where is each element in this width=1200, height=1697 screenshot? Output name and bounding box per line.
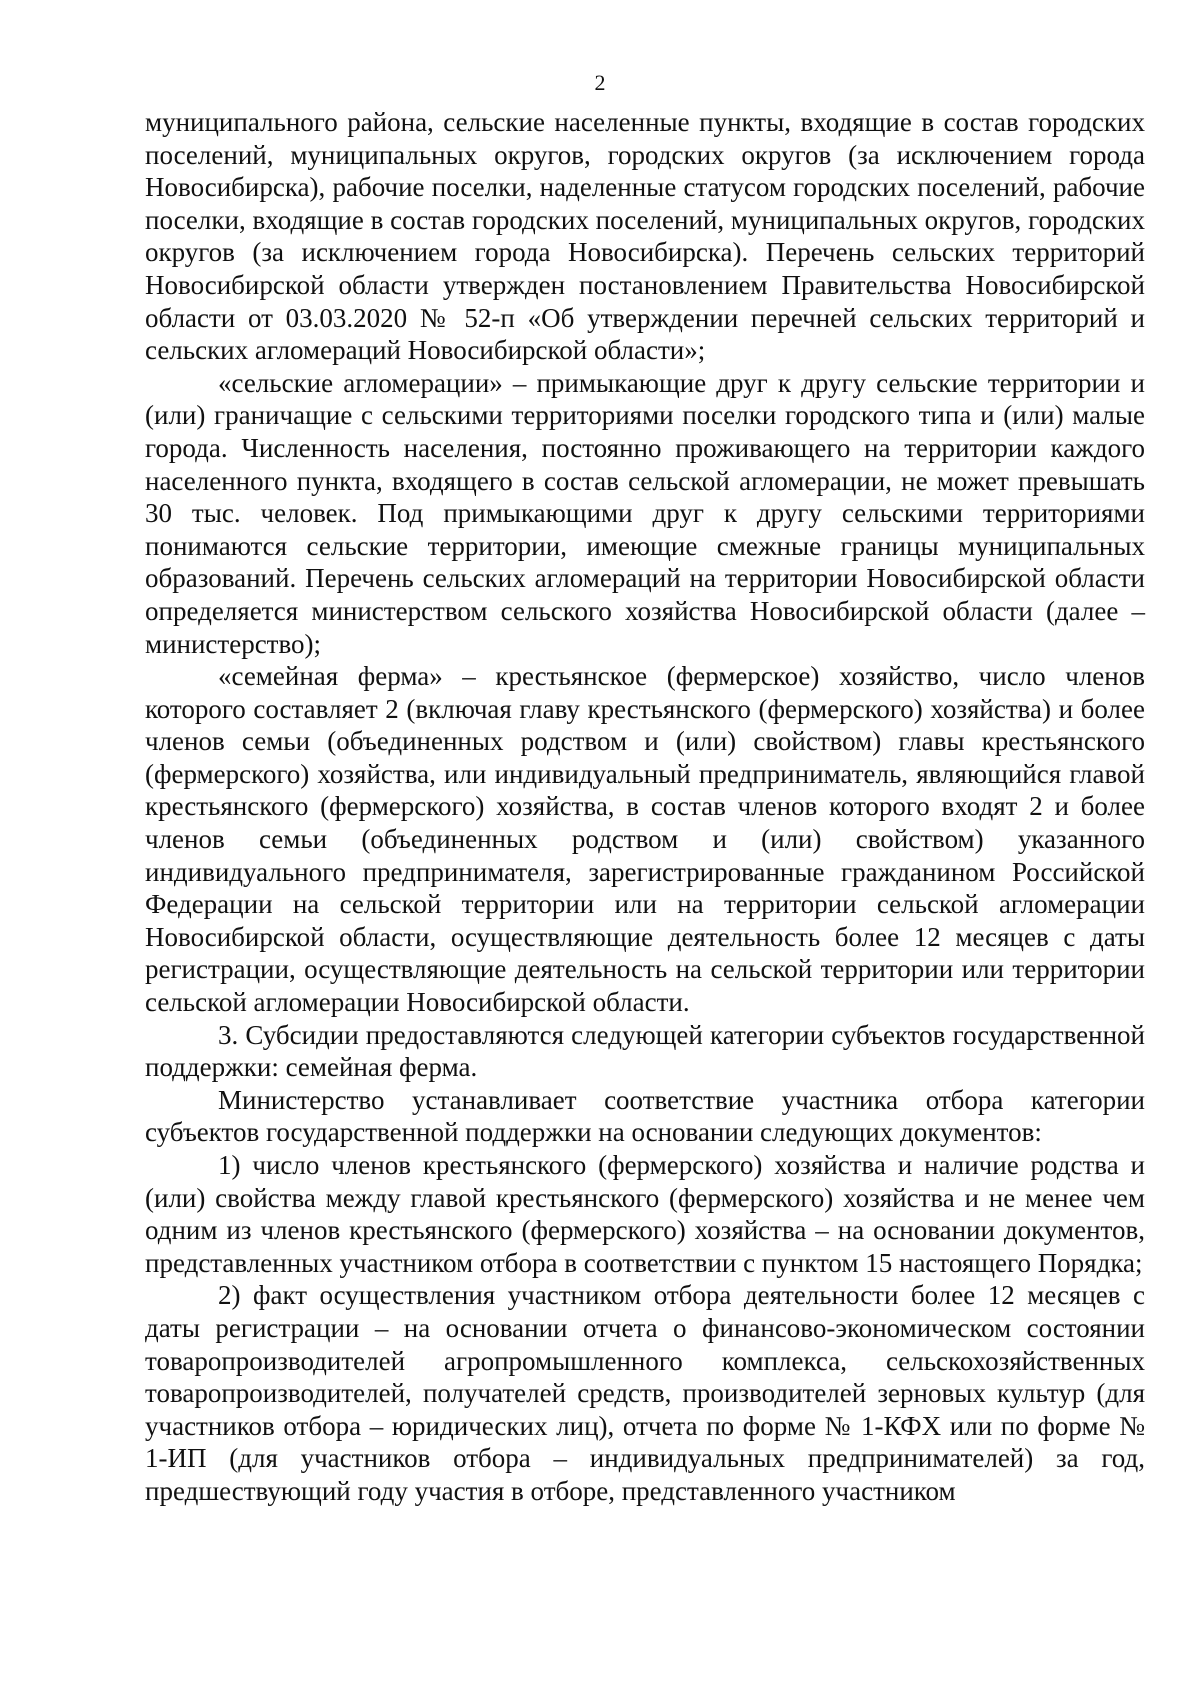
- paragraph-family-farm: «семейная ферма» – крестьянское (фермерское) хозяйство, число членов которого составляет 2 (включая главу крестьянского (фермерского) хозяйства) и более членов семьи (объединенных родством и (или) свойством) главы крестьянского (фермерского) хозяйства, или индивидуальный предприниматель, являющийся главой крестьянского (фермерского) хозяйства, в состав членов которого входят 2 и более членов семьи (объединенных родством и (или) свойством) указанного индивидуального предпринимателя, зарегистрированные гражданином Российской Федерации на сельской территории или на территории сельской агломерации Новосибирской области, осуществляющие деятельность более 12 месяцев с даты регистрации, осуществляющие деятельность на сельской территории или территории сельской агломерации Новосибирской области.: [145, 661, 1145, 1018]
- page-number: 2: [594, 70, 606, 95]
- paragraph-municipal-territories: муниципального района, сельские населенные пункты, входящие в состав городских поселений, муниципальных округов, городских округов (за исключением города Новосибирска), рабочие поселки, наделенные статусом городских поселений, рабочие поселки, входящие в состав городских поселений, муниципальных округов, городских округов (за исключением города Новосибирска). Перечень сельских территорий Новосибирской области утвержден постановлением Правительства Новосибирской области от 03.03.2020 № 52-п «Об утверждении перечней сельских территорий и сельских агломераций Новосибирской области»;: [145, 107, 1145, 366]
- paragraph-ministry-documents: Министерство устанавливает соответствие участника отбора категории субъектов государственной поддержки на основании следующих документов:: [145, 1084, 1145, 1148]
- paragraph-subsidy-category: 3. Субсидии предоставляются следующей категории субъектов государственной поддержки: семейная ферма.: [145, 1019, 1145, 1083]
- paragraph-rural-agglomerations: «сельские агломерации» – примыкающие друг к другу сельские территории и (или) граничащие с сельскими территориями поселки городского типа и (или) малые города. Численность населения, постоянно проживающего на территории каждого населенного пункта, входящего в состав сельской агломерации, не может превышать 30 тыс. человек. Под примыкающими друг к другу сельскими территориями понимаются сельские территории, имеющие смежные границы муниципальных образований. Перечень сельских агломераций на территории Новосибирской области определяется министерством сельского хозяйства Новосибирской области (далее – министерство);: [145, 367, 1145, 659]
- paragraph-item-2: 2) факт осуществления участником отбора деятельности более 12 месяцев с даты регистрации – на основании отчета о финансово-экономическом состоянии товаропроизводителей агропромышленного комплекса, сельскохозяйственных товаропроизводителей, получателей средств, производителей зерновых культур (для участников отбора – юридических лиц), отчета по форме № 1-КФХ или по форме № 1-ИП (для участников отбора – индивидуальных предпринимателей) за год, предшествующий году участия в отборе, представленного участником: [145, 1280, 1145, 1506]
- paragraph-item-1: 1) число членов крестьянского (фермерского) хозяйства и наличие родства и (или) свойства между главой крестьянского (фермерского) хозяйства и не менее чем одним из членов крестьянского (фермерского) хозяйства – на основании документов, представленных участником отбора в соответствии с пунктом 15 настоящего Порядка;: [145, 1150, 1145, 1278]
- document-body: [145, 106, 1145, 1508]
